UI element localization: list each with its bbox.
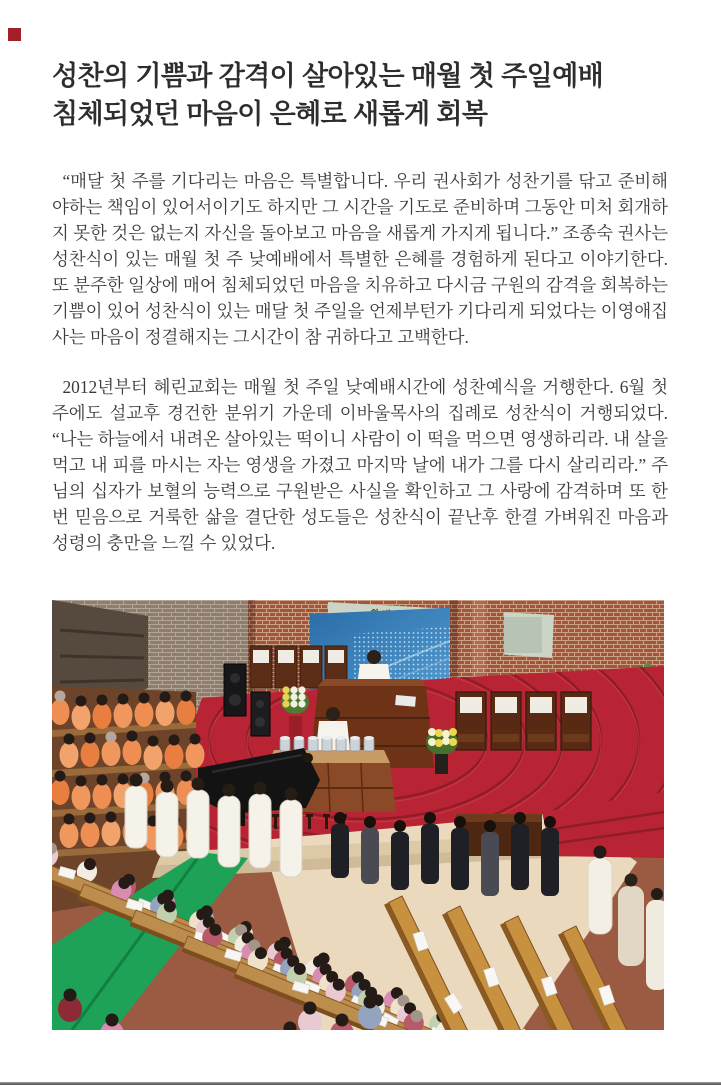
church-service-photo xyxy=(52,600,664,1030)
article-body xyxy=(52,168,668,580)
headline-line-2: 침체되었던 마음이 은혜로 새롭게 회복 xyxy=(52,99,488,129)
article-headline xyxy=(52,57,692,133)
paragraph-2: 2012년부터 혜린교회는 매월 첫 주일 낮예배시간에 성찬예식을 거행한다. 6월 첫 주에도 설교후 경건한 분위기 가운데 이바울목사의 집례로 성찬식이 거행되었다. “나는 하늘에서 내려온 살아있는 떡이니 사람이 이 떡을 먹으면 영생하리라. 내 살을 먹고 내 피를 마시는 자는 영생을 가졌고 마지막 날에 내가 그를 다시 살리리라.” 주님의 십자가 보혈의 능력으로 구원받은 사실을 확인하고 그 사랑에 감격하며 또 한번 믿음으로 거룩한 삶을 결단한 성도들은 성찬식이 끝난후 한결 가벼워진 마음과 성령의 충만을 느낄 수 있었다. xyxy=(52,377,668,553)
headline-line-1: 성찬의 기쁨과 감격이 살아있는 매월 첫 주일예배 xyxy=(52,61,604,91)
church-service-photo-illustration xyxy=(52,600,664,1030)
red-square-marker xyxy=(8,28,21,41)
paragraph-1: “매달 첫 주를 기다리는 마음은 특별합니다. 우리 권사회가 성찬기를 닦고 준비해야하는 책임이 있어서이기도 하지만 그 시간을 기도로 준비하며 그동안 미처 회개하지 못한 것은 없는지 자신을 돌아보고 마음을 새롭게 가지게 됩니다.” 조종숙 권사는 성찬식이 있는 매월 첫 주 낮예배에서 특별한 은혜를 경험하게 된다고 이야기한다. 또 분주한 일상에 매어 침체되었던 마음을 치유하고 다시금 구원의 감격을 회복하는 기쁨이 있어 성찬식이 있는 매달 첫 주일을 언제부턴가 기다리게 되었다는 이영애집사는 마음이 정결해지는 그시간이 참 귀하다고 고백한다. xyxy=(52,171,668,347)
bottom-rule xyxy=(0,1082,721,1085)
